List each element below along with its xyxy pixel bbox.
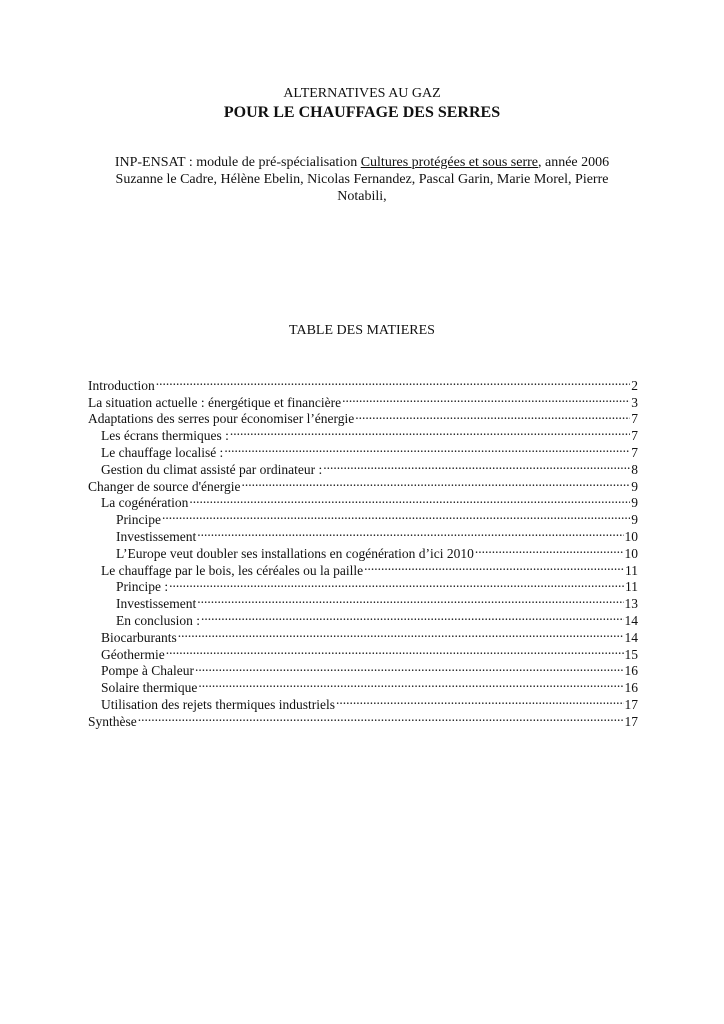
- toc-entry-label: Principe: [116, 512, 161, 528]
- toc-entry-label: Les écrans thermiques :: [101, 428, 229, 444]
- toc-leader-dots: [355, 407, 630, 424]
- toc-leader-dots: [197, 524, 623, 541]
- toc-entry-label: La cogénération: [101, 495, 189, 511]
- toc-entry-page: 7: [631, 428, 638, 444]
- toc-entry-page: 11: [625, 579, 638, 595]
- toc-leader-dots: [342, 390, 630, 407]
- toc-entry-page: 17: [624, 696, 638, 712]
- toc-entry-page: 14: [624, 612, 638, 628]
- toc-entry-label: Pompe à Chaleur: [101, 663, 194, 679]
- toc-entry-page: 16: [624, 663, 638, 679]
- toc-leader-dots: [224, 440, 630, 457]
- toc-entry-label: Changer de source d'énergie: [88, 478, 241, 494]
- toc-entry-cogeneration-principe[interactable]: [88, 507, 638, 528]
- toc-leader-dots: [189, 491, 630, 508]
- toc-entry-page: 14: [624, 629, 638, 645]
- toc-entry-page: 10: [624, 545, 638, 561]
- toc-leader-dots: [364, 558, 624, 575]
- toc-leader-dots: [230, 423, 630, 440]
- module-prefix: INP-ENSAT : module de pré-spécialisation: [114, 155, 361, 170]
- toc-entry-page: 7: [631, 444, 638, 460]
- toc-leader-dots: [169, 575, 624, 592]
- document-title-line1: ALTERNATIVES AU GAZ: [283, 86, 441, 101]
- toc-entry-label: En conclusion :: [116, 612, 200, 628]
- toc-leader-dots: [336, 692, 624, 709]
- toc-entry-synthese[interactable]: [88, 709, 638, 729]
- toc-entry-label: Principe :: [116, 579, 169, 595]
- toc-entry-bois-principe[interactable]: [88, 575, 638, 595]
- toc-entry-page: 9: [631, 512, 638, 528]
- toc-leader-dots: [242, 474, 631, 491]
- toc-entry-label: Investissement: [116, 528, 197, 544]
- toc-entry-label: Gestion du climat assisté par ordinateur :: [101, 461, 323, 477]
- toc-entry-pompe-chaleur[interactable]: [88, 659, 638, 679]
- toc-entry-page: 8: [631, 461, 638, 477]
- toc-entry-page: 11: [625, 562, 638, 578]
- toc-entry-label: Utilisation des rejets thermiques industriels: [101, 696, 335, 712]
- toc-entry-label: Adaptations des serres pour économiser l’énergie: [88, 411, 355, 427]
- toc-leader-dots: [201, 608, 624, 625]
- toc-entry-page: 16: [624, 680, 638, 696]
- toc-entry-label: L’Europe veut doubler ses installations en cogénération d’ici 2010: [116, 545, 474, 561]
- toc-entry-cogeneration-investissement[interactable]: [88, 524, 638, 544]
- toc-entry-page: 2: [631, 377, 638, 393]
- toc-entry-introduction[interactable]: [88, 373, 638, 393]
- toc-entry-page: 9: [631, 495, 638, 511]
- toc-leader-dots: [166, 642, 624, 659]
- table-of-contents: [88, 373, 638, 729]
- module-name: Cultures protégées et sous serre: [360, 155, 538, 170]
- toc-leader-dots: [178, 625, 624, 642]
- toc-entry-page: 13: [624, 596, 638, 612]
- module-suffix: , année 2006: [538, 155, 610, 170]
- toc-entry-label: La situation actuelle : énergétique et financière: [88, 394, 342, 410]
- toc-leader-dots: [198, 675, 623, 692]
- toc-entry-page: 7: [631, 411, 638, 427]
- toc-entry-label: Biocarburants: [101, 629, 177, 645]
- authors-block: [98, 154, 626, 205]
- toc-entry-label: Introduction: [88, 377, 155, 393]
- toc-entry-geothermie[interactable]: [88, 642, 638, 662]
- toc-leader-dots: [475, 541, 624, 558]
- toc-leader-dots: [156, 373, 631, 390]
- toc-entry-page: 3: [631, 394, 638, 410]
- toc-entry-label: Le chauffage localisé :: [101, 444, 224, 460]
- toc-leader-dots: [162, 507, 630, 524]
- toc-entry-bois-investissement[interactable]: [88, 591, 638, 612]
- toc-entry-label: Synthèse: [88, 713, 137, 729]
- toc-title: TABLE DES MATIERES: [289, 323, 435, 338]
- document-title-line2: POUR LE CHAUFFAGE DES SERRES: [223, 104, 501, 121]
- toc-entry-label: Solaire thermique: [101, 680, 198, 696]
- toc-leader-dots: [197, 591, 623, 608]
- toc-entry-label: Investissement: [116, 596, 197, 612]
- author-names: Suzanne le Cadre, Hélène Ebelin, Nicolas Fernandez, Pascal Garin, Marie Morel, Pierre Notabili,: [115, 172, 609, 204]
- toc-entry-situation-actuelle[interactable]: [88, 390, 638, 410]
- toc-entry-page: 15: [624, 646, 638, 662]
- toc-entry-page: 9: [631, 478, 638, 494]
- toc-entry-page: 10: [624, 528, 638, 544]
- toc-entry-label: Géothermie: [101, 646, 165, 662]
- toc-entry-label: Le chauffage par le bois, les céréales ou la paille: [101, 562, 364, 578]
- toc-leader-dots: [138, 709, 624, 726]
- toc-leader-dots: [323, 457, 630, 474]
- toc-entry-page: 17: [624, 713, 638, 729]
- toc-leader-dots: [195, 659, 624, 676]
